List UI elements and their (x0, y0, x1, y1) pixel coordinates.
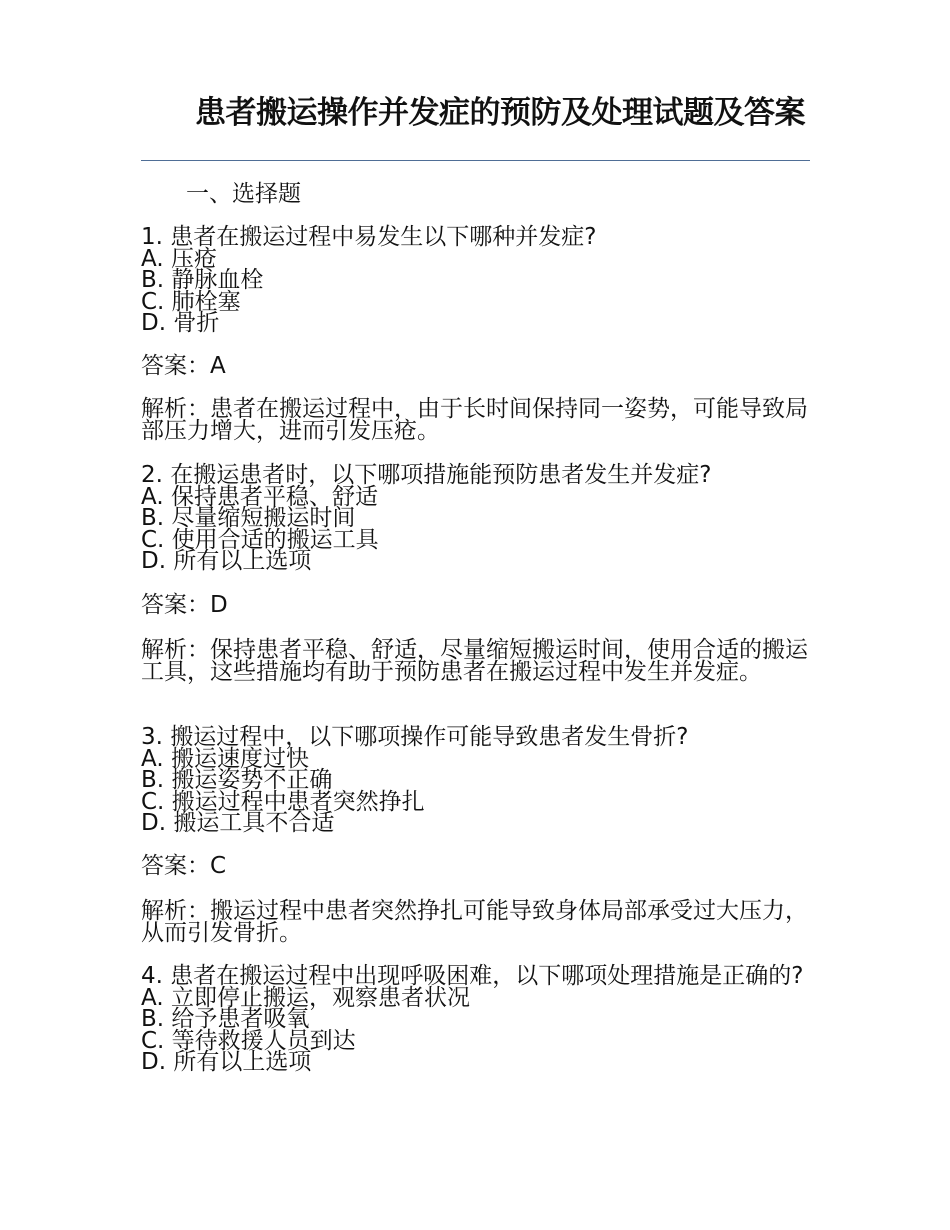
question-text: 2. 在搬运患者时，以下哪项措施能预防患者发生并发症? (141, 462, 712, 488)
option-c: C. 搬运过程中患者突然挣扎 (141, 788, 425, 815)
question-text: 3. 搬运过程中，以下哪项操作可能导致患者发生骨折? (141, 724, 689, 750)
answer-2: 答案：D (141, 592, 228, 618)
analysis-3: 解析：搬运过程中患者突然挣扎可能导致身体局部承受过大压力，从而引发骨折。 (141, 898, 808, 946)
option-b: B. 静脉血栓 (141, 267, 264, 293)
option-a: A. 保持患者平稳、舒适 (141, 483, 378, 510)
question-text: 4. 患者在搬运过程中出现呼吸困难，以下哪项处理措施是正确的? (141, 963, 804, 989)
option-b: B. 尽量缩短搬运时间 (141, 505, 356, 531)
option-a: A. 压疮 (141, 245, 217, 272)
option-d: D. 所有以上选项 (141, 548, 312, 574)
option-b: B. 搬运姿势不正确 (141, 767, 333, 793)
option-b: B. 给予患者吸氧 (141, 1006, 310, 1032)
option-d: D. 骨折 (141, 310, 220, 336)
option-a: A. 搬运速度过快 (141, 745, 309, 772)
option-c: C. 肺栓塞 (141, 288, 241, 315)
option-a: A. 立即停止搬运，观察患者状况 (141, 984, 470, 1011)
analysis-1: 解析：患者在搬运过程中，由于长时间保持同一姿势，可能导致局部压力增大，进而引发压疮。 (141, 396, 808, 444)
answer-3: 答案：C (141, 853, 227, 879)
question-1 (141, 224, 810, 336)
document-title: 患者搬运操作并发症的预防及处理试题及答案 (195, 95, 805, 131)
section-heading: 一、选择题 (186, 181, 301, 207)
option-c: C. 等待救援人员到达 (141, 1027, 356, 1054)
option-d: D. 所有以上选项 (141, 1049, 312, 1075)
option-c: C. 使用合适的搬运工具 (141, 526, 379, 553)
analysis-2: 解析：保持患者平稳、舒适，尽量缩短搬运时间，使用合适的搬运工具，这些措施均有助于预防患者在搬运过程中发生并发症。 (141, 637, 808, 685)
title-underline (141, 160, 810, 161)
option-d: D. 搬运工具不合适 (141, 810, 335, 836)
question-4 (141, 963, 810, 1075)
question-text: 1. 患者在搬运过程中易发生以下哪种并发症? (141, 224, 597, 250)
question-3 (141, 724, 810, 836)
question-2 (141, 462, 810, 574)
answer-1: 答案：A (141, 353, 226, 379)
